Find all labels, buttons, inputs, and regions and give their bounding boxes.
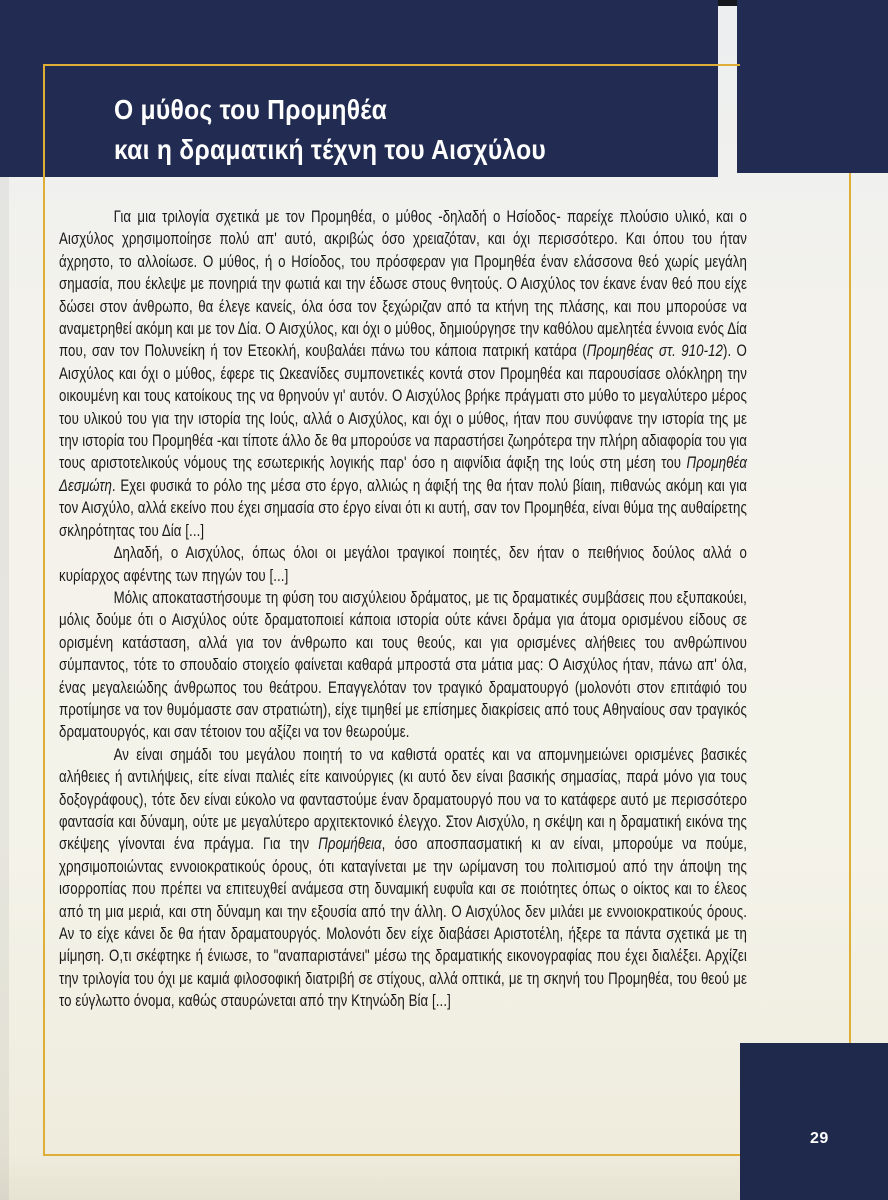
gold-frame-left	[43, 64, 45, 1156]
text-run: ). Ο Αισχύλος και όχι ο μύθος, έφερε τις Ωκεανίδες συμπονετικές κοντά στον Προμηθέα και παρουσίασε ολόκληρη την οικουμένη και τους κατοίκους της να θρηνούν γι' αυτόν. Ο Αισχύλος βρήκε πράγματι στο μύθο το μεγαλύτερο μέρος του υλικού του για την ιστορία της Ιούς, αλλά ο Αισχύλος, και όχι ο μύθος, ήταν που συνύφανε την ιστορία της με την ιστορία του Προμηθέα -και τίποτε άλλο δε θα μπορούσε να παραστήσει ζωηρότερα την πλήρη αδιαφορία του για τους αριστοτελικούς νόμους της εσωτερικής λογικής παρ' όσο η αιφνίδια άφιξη της Ιούς στη μέση του	[59, 341, 747, 473]
gold-frame-bottom	[43, 1154, 742, 1156]
paragraph	[59, 206, 747, 542]
bottom-right-band	[740, 1043, 888, 1200]
body-text	[59, 206, 747, 1013]
chapter-title	[114, 90, 546, 170]
gold-frame-top	[43, 64, 740, 66]
text-run: , όσο αποσπασματική κι αν είναι, μπορούμε να πούμε, χρησιμοποιώντας εννοιοκρατικούς όρους, ότι καταγίνεται με την ωρίμανση του πολιτισμού από την άποψη της ισορροπίας που πρέπει να επιτευχθεί ανάμεσα στη δυναμική ευφυΐα και σε ποιότητες όπως ο οίκτος και το έλεος από τη μια μεριά, και στη δύναμη και την εξουσία από την άλλη. Ο Αισχύλος δεν μιλάει με εννοιοκρατικούς όρους. Αν το είχε κάνει δε θα ήταν δραματουργός. Μολονότι δεν είχε διαβάσει Αριστοτέλη, ήξερε τα πάντα σχετικά με τη μίμηση. Ο,τι σκέφτηκε ή ένιωσε, το "αναπαριστάνει" μέσω της δραματικής εικονογραφίας που έχει διαλέξει. Αρχίζει την τριλογία του όχι με καμιά φιλοσοφική διατριβή σε στίχους, αλλά οπτικά, με τη σκηνή του Προμηθέα, του θεού με το εύγλωττο όνομα, καθώς σταυρώνεται από την Κτηνώδη Βία [...]	[59, 834, 747, 1011]
italic-text-run: Προμηθέα Δεσμώτη	[59, 453, 747, 495]
chapter-title-line1: Ο μύθος του Προμηθέα	[114, 94, 388, 125]
text-run: Για μια τριλογία σχετικά με τον Προμηθέα, ο μύθος -δηλαδή ο Ησίοδος- παρείχε πλούσιο υλικό, και ο Αισχύλος χρησιμοποίησε πολύ απ' αυτό, ακριβώς όσο χρειαζόταν, και όχι περισσότερο. Και όπου του ήταν άχρηστο, το αλλοίωσε. Ο μύθος, ή ο Ησίοδος, του πρόσφεραν για Προμηθέα έναν ελάσσονα θεό χωρίς μεγάλη σημασία, που έκλεψε με πονηριά την φωτιά και την έδωσε στους θνητούς. Ο Αισχύλος τον έκανε έναν θεό που είχε δώσει στον άνθρωπο, θα έλεγε κανείς, όλα όσα τον ξεχώριζαν από τα κτήνη της πλάσης, και που μπορούσε να αναμετρηθεί ακόμη και με τον Δία. Ο Αισχύλος, και όχι ο μύθος, δημιούργησε την καθόλου αμελητέα έννοια ενός Δία που, σαν τον Πολυνείκη ή τον Ετεοκλή, κουβαλάει πάνω του κάποια πατρική κατάρα (	[59, 207, 747, 361]
paragraph	[59, 744, 747, 1013]
scan-left-edge	[0, 177, 9, 1200]
text-run: . Εχει φυσικά το ρόλο της μέσα στο έργο, αλλιώς η άφιξή της θα ήταν πολύ βίαιη, πιθανώς ακόμη και για τον Αισχύλο, αλλά εκείνο που έχει σημασία στο έργο είναι ότι κι αυτή, σαν τον Προμηθέα, είναι θύμα της αυθαίρετης σκληρότητας του Δία [...]	[59, 475, 747, 540]
italic-text-run: Προμήθεια	[318, 834, 382, 854]
italic-text-run: Προμηθέας στ. 910-12	[586, 341, 723, 361]
text-run: Δηλαδή, ο Αισχύλος, όπως όλοι οι μεγάλοι τραγικοί ποιητές, δεν ήταν ο πειθήνιος δούλος αλλά ο κυρίαρχος αφέντης των πηγών του [...]	[59, 543, 747, 585]
text-run: Μόλις αποκαταστήσουμε τη φύση του αισχύλειου δράματος, με τις δραματικές συμβάσεις που εξυπακούει, μόλις δούμε ότι ο Αισχύλος ούτε δραματοποιεί κάποια ιστορία ούτε κάνει δράμα για άτομα ορισμένου είδους σε ορισμένη κατάσταση, αλλά για τον άνθρωπο και τους θεούς, και για ορισμένες αλήθειες του ανθρώπινου σύμπαντος, τότε το σπουδαίο στοιχείο φαίνεται καθαρά μπροστά στα μάτια μας: Ο Αισχύλος ήταν, πάνω απ' όλα, ένας μεγαλειώδης άνθρωπος του θεάτρου. Επαγγελόταν τον τραγικό δραματουργό (μολονότι στον επιτάφιό του προτίμησε να τον θυμόμαστε σαν στρατιώτη), είχε τιμηθεί με επίσημες διακρίσεις από τους Αθηναίους σαν τραγικός δραματουργός, και σαν τέτοιον του αξίζει να τον θεωρούμε.	[59, 587, 747, 742]
paragraph	[59, 542, 747, 587]
page-number: 29	[810, 1130, 829, 1147]
paragraph	[59, 587, 747, 744]
gold-frame-right	[849, 173, 851, 1043]
text-run: Αν είναι σημάδι του μεγάλου ποιητή το να καθιστά ορατές και να απομνημειώνει ορισμένες βασικές αλήθειες ή αντιλήψεις, είτε είναι παλιές είτε καινούργιες (κι αυτό δεν είναι βασικής σημασίας, παρά μόνο για τους δοξογράφους), τότε δεν είναι εύκολο να φανταστούμε έναν δραματουργό που να το κατάφερε αυτό με περισσότερο φαντασία και δύναμη, ούτε με μεγαλύτερο αρχιτεκτονικό έλεγχο. Στον Αισχύλο, η σκέψη και η δραματική εικόνα της σκέψεης γίνονται ένα πράγμα. Για την	[59, 744, 747, 854]
top-right-band	[737, 0, 888, 173]
chapter-title-line2: και η δραματική τέχνη του Αισχύλου	[114, 134, 547, 165]
header-band	[0, 0, 718, 177]
